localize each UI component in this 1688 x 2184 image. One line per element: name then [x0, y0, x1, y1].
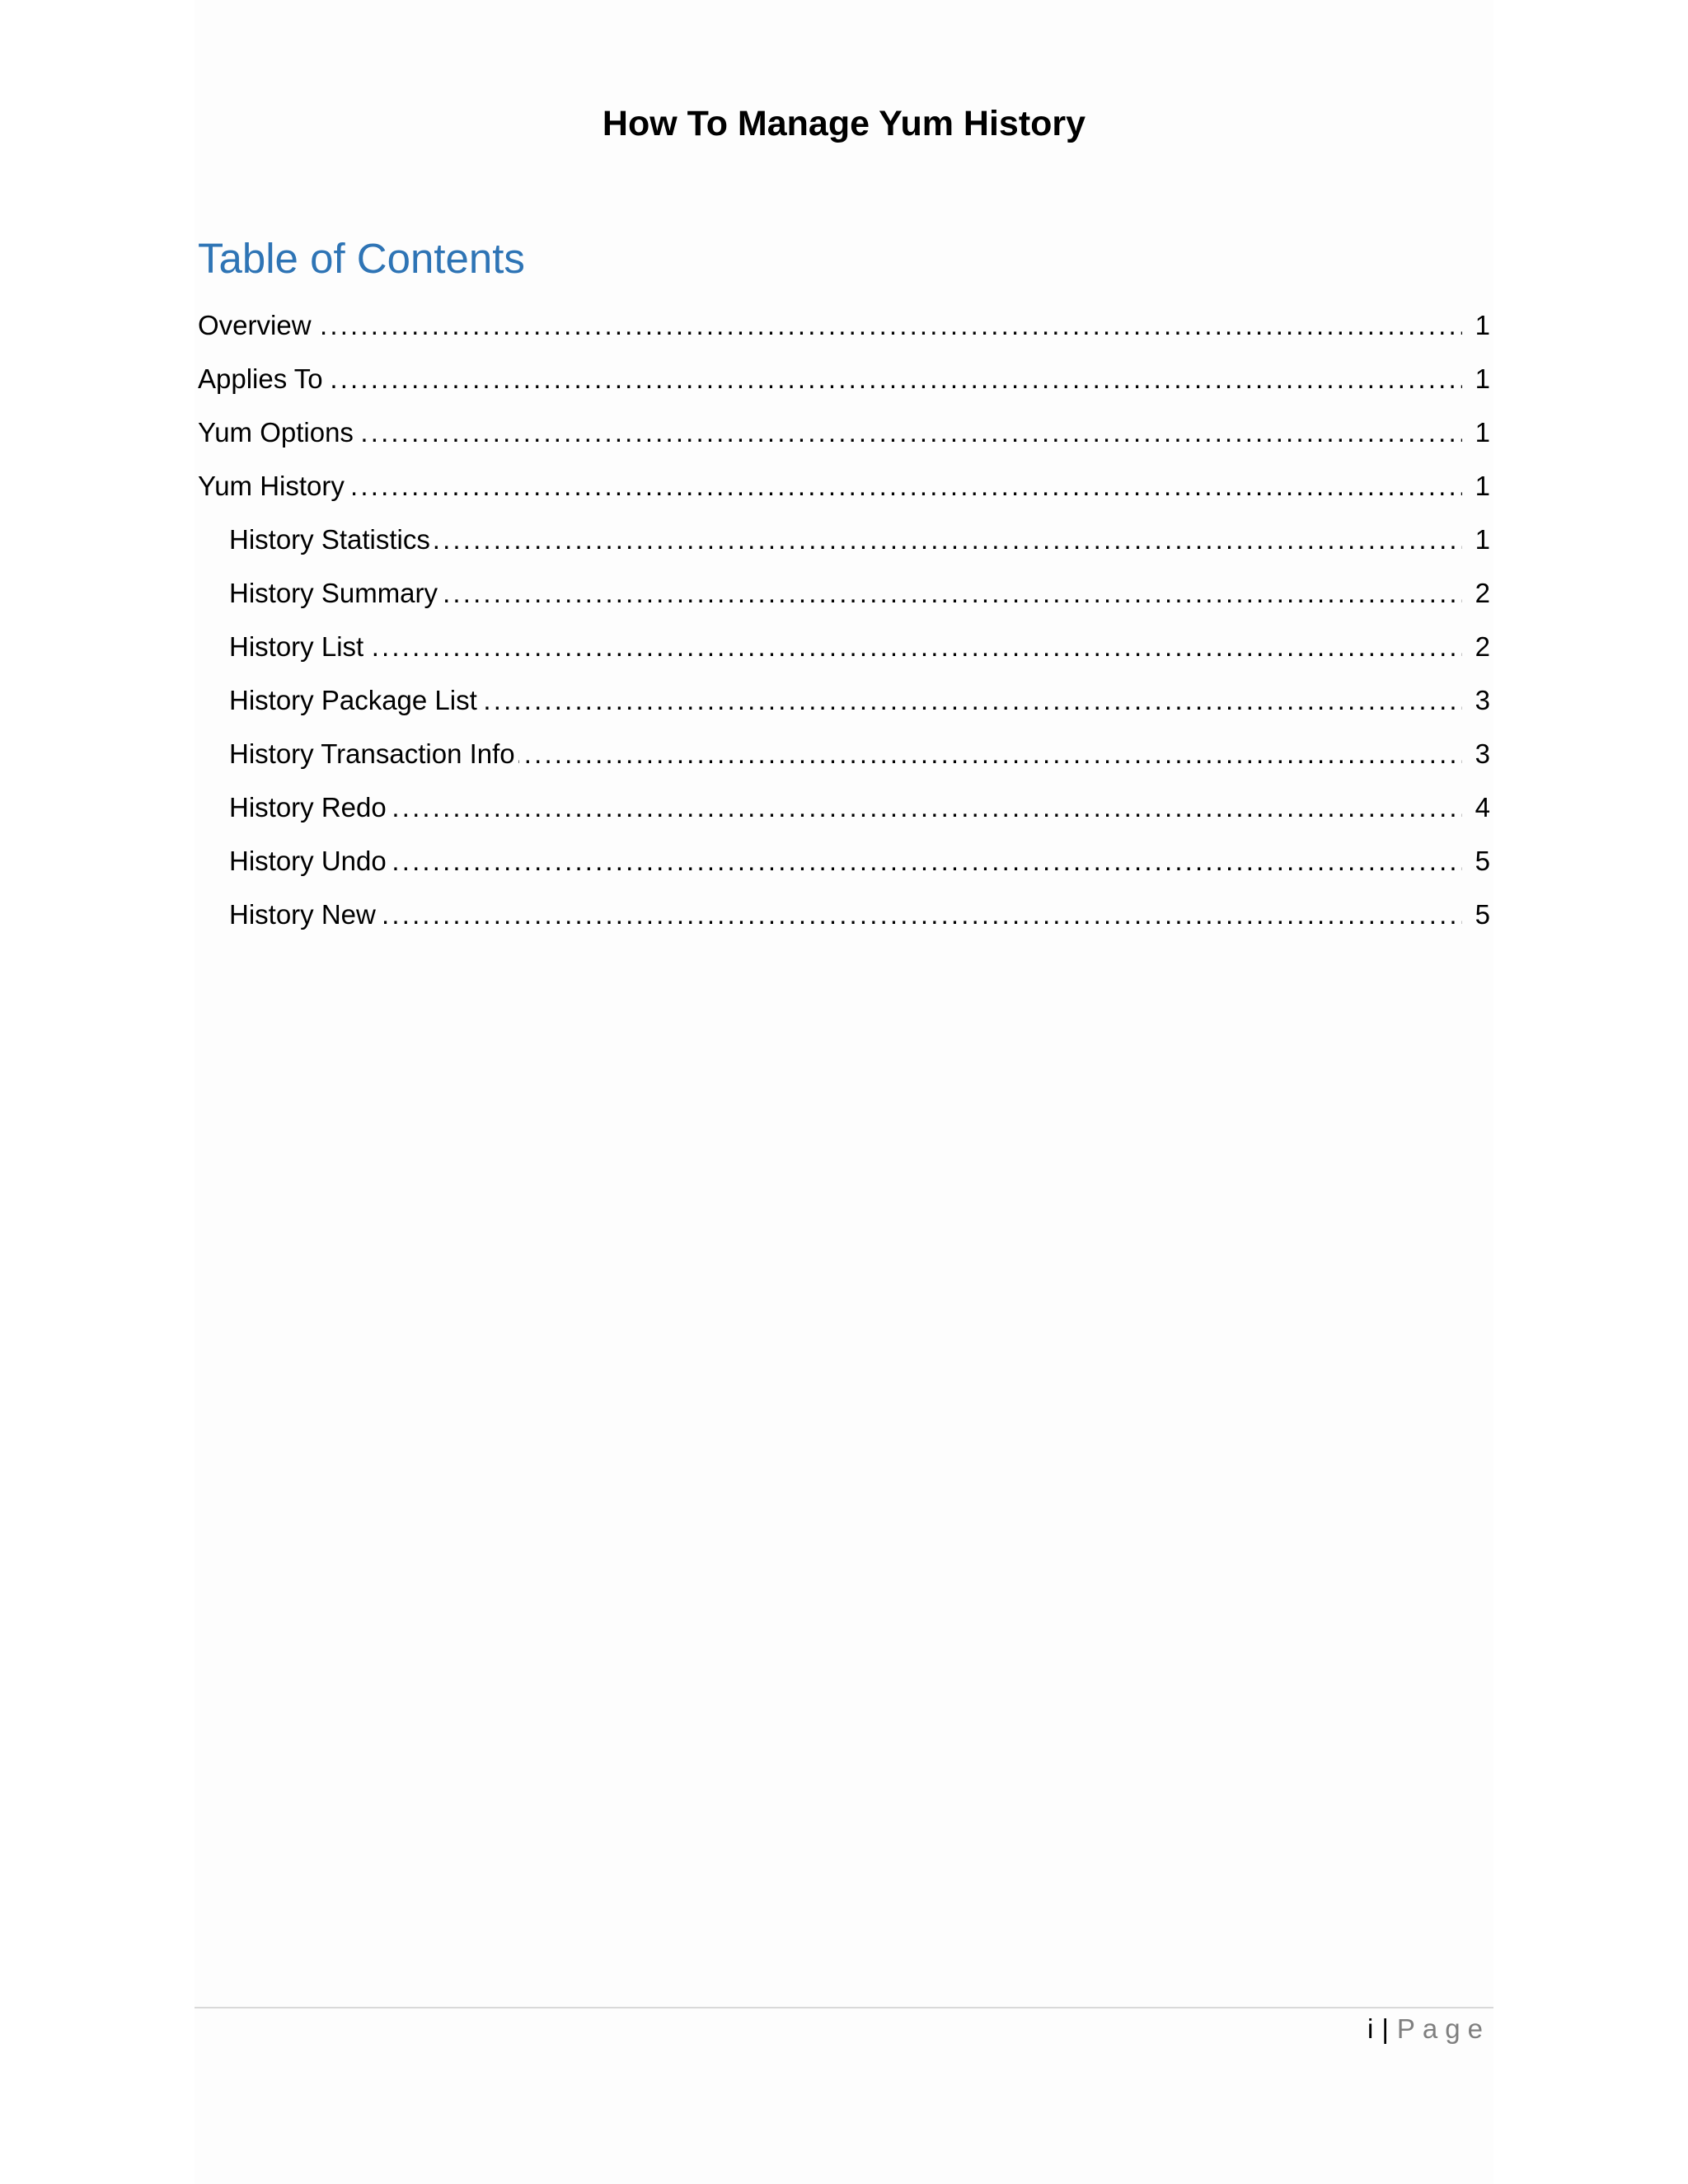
toc-entry-page: 5 [1472, 895, 1490, 935]
toc-dot-leader [229, 627, 1462, 667]
toc-dot-leader [229, 841, 1462, 881]
toc-entry-yum-options[interactable] [198, 413, 1490, 466]
table-of-contents [198, 306, 1490, 949]
toc-entry-history-redo[interactable] [198, 788, 1490, 841]
toc-entry-page: 1 [1472, 306, 1490, 345]
footer-separator: | [1381, 2013, 1389, 2044]
toc-entry-page: 1 [1472, 520, 1490, 560]
toc-dot-leader [229, 788, 1462, 827]
toc-dot-leader [198, 306, 1462, 345]
toc-entry-page: 2 [1472, 574, 1490, 613]
toc-entry-history-undo[interactable] [198, 841, 1490, 895]
toc-dot-leader [229, 895, 1462, 935]
toc-entry-history-package-list[interactable] [198, 681, 1490, 734]
document-title: How To Manage Yum History [602, 104, 1086, 143]
toc-heading: Table of Contents [198, 235, 525, 282]
toc-entry-history-summary[interactable] [198, 574, 1490, 627]
toc-dot-leader [198, 466, 1462, 506]
toc-entry-label: History Redo [229, 792, 390, 823]
toc-entry-page: 2 [1472, 627, 1490, 667]
toc-entry-page: 3 [1472, 681, 1490, 720]
toc-dot-leader [198, 359, 1462, 399]
toc-entry-page: 1 [1472, 359, 1490, 399]
toc-entry-page: 4 [1472, 788, 1490, 827]
toc-entry-page: 1 [1472, 413, 1490, 452]
toc-entry-label: History Statistics [229, 524, 434, 555]
toc-entry-overview[interactable] [198, 306, 1490, 359]
toc-entry-page: 1 [1472, 466, 1490, 506]
toc-entry-history-statistics[interactable] [198, 520, 1490, 574]
toc-entry-history-transaction-info[interactable] [198, 734, 1490, 788]
toc-entry-page: 3 [1472, 734, 1490, 774]
toc-entry-label: History List [229, 631, 367, 662]
footer-page-number: i [1367, 2013, 1374, 2044]
toc-entry-label: History Undo [229, 846, 390, 876]
footer-page-word: Page [1396, 2013, 1490, 2044]
toc-entry-label: History Transaction Info [229, 738, 518, 769]
toc-entry-label: History Summary [229, 578, 441, 608]
toc-entry-history-list[interactable] [198, 627, 1490, 681]
toc-entry-label: History Package List [229, 685, 481, 715]
toc-entry-label: Applies To [198, 363, 326, 394]
toc-entry-yum-history[interactable] [198, 466, 1490, 520]
toc-entry-label: History New [229, 899, 379, 930]
page-footer [1367, 2009, 1490, 2049]
toc-entry-applies-to[interactable] [198, 359, 1490, 413]
toc-entry-label: Overview [198, 310, 315, 340]
footer-divider [195, 2007, 1493, 2008]
toc-entry-page: 5 [1472, 841, 1490, 881]
toc-dot-leader [198, 413, 1462, 452]
toc-entry-label: Yum Options [198, 417, 357, 448]
toc-entry-label: Yum History [198, 471, 348, 501]
toc-entry-history-new[interactable] [198, 895, 1490, 949]
